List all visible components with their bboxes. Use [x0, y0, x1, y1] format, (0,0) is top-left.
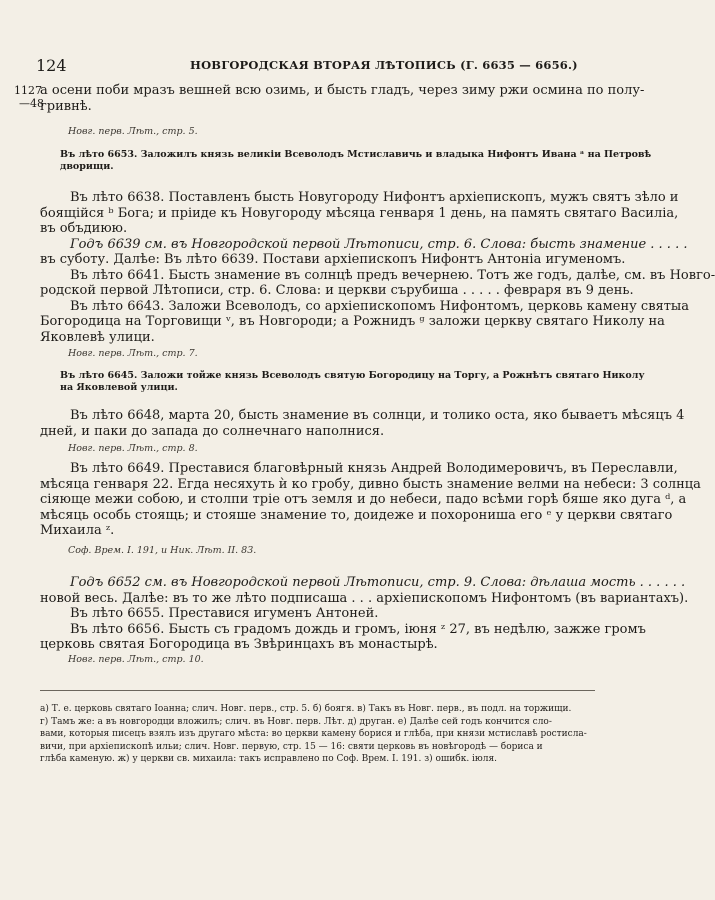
text-line: Годъ 6639 см. въ Новгородской первой Лѣтописи, стр. 6. Слова: бысть знамение . . . . .	[70, 236, 688, 252]
variant-note	[60, 370, 645, 394]
text-line: Въ лѣто 6649. Преставися благовѣрный князь Андрей Володимеровичъ, въ Переславли,	[70, 461, 678, 476]
note-line: Въ лѣто 6645. Заложи тойже князь Всеволодъ святую Богородицу на Торгу, а Рожнѣтъ святаго Николу	[60, 370, 645, 381]
text-line: дней, и паки до запада до солнечнаго наполнися.	[40, 423, 385, 439]
footnote-divider	[40, 690, 595, 691]
footnote-line: вичи, при архiепископѣ ильи; слич. Новг. первую, стр. 15 — 16: святи церковь въ новѣгородѣ — бориса и	[40, 741, 543, 752]
text-line: Годъ 6652 см. въ Новгородской первой Лѣтописи, стр. 9. Слова: дѣлаша мость . . . . . .	[70, 575, 686, 590]
text-paragraph	[40, 408, 685, 439]
footnote-line: а) Т. е. церковь святаго Iоанна; слич. Новг. перв., стр. 5. б) боягя. в) Такъ въ Новг. перв., въ подл. на торжищи.	[40, 704, 572, 714]
footnote-line: глѣба каменую. ж) у церкви св. михаила: такъ исправлено по Соф. Врем. I. 191. з) ошибк. iюля.	[40, 754, 498, 764]
text-line: Михаила ᶻ.	[40, 523, 115, 538]
margin-year-end: —48	[19, 97, 44, 110]
source-reference: Новг. перв. Лѣт., стр. 5.	[68, 126, 198, 137]
variant-note	[60, 149, 651, 173]
text-line: а осени поби мразъ вешней всю озимь, и бысть гладъ, через зиму ржи осмина по полу-	[40, 83, 645, 98]
text-line: Въ лѣто 6641. Бысть знамение въ солнцѣ предъ вечернею. Тотъ же годъ, далѣе, см. въ Новго-	[70, 267, 715, 283]
text-line: въ суботу. Далѣе: Въ лѣто 6639. Постави архiепископъ Нифонтъ Антонiа игуменомъ.	[40, 252, 626, 267]
note-line: дворищи.	[60, 161, 114, 172]
page-number: 124	[36, 56, 67, 75]
note-line: Въ лѣто 6653. Заложилъ князь великiи Всеволодъ Мстиславичь и владыка Нифонтъ Ивана ᵃ на Петровѣ	[60, 149, 652, 160]
footnote-line: вами, которыя писецъ взялъ изъ другаго мѣста: во церкви камену борися и глѣба, при князи мстиславѣ ростисла-	[40, 729, 587, 739]
text-line: боящiйся ᵇ Бога; и прiиде къ Новугороду мѣсяца генваря 1 день, на память святаго Василiа,	[40, 205, 679, 221]
text-line: Яковлевѣ улици.	[40, 329, 155, 345]
source-reference: Новг. перв. Лѣт., стр. 7.	[68, 348, 198, 359]
text-line: Въ лѣто 6655. Преставися игуменъ Антоней.	[70, 606, 379, 621]
text-paragraph	[40, 190, 715, 345]
text-line: Въ лѣто 6638. Поставленъ бысть Новугороду Нифонтъ архiепископъ, мужъ святъ зѣло и	[70, 190, 679, 205]
margin-year-start: 1127	[14, 84, 42, 97]
text-line: новой весь. Далѣе: въ то же лѣто подписаша . . . архiепископомъ Нифонтомъ (въ вариантахъ).	[40, 590, 689, 606]
text-line: Богородица на Торговищи ᵛ, въ Новгороди; а Рожнидъ ᵍ заложи церкву святаго Николу на	[40, 314, 665, 329]
text-line: гривнѣ.	[40, 98, 92, 114]
text-paragraph	[40, 575, 689, 653]
text-line: въ объдиюю.	[40, 221, 128, 236]
text-line: Въ лѣто 6648, марта 20, бысть знамение въ солнци, и толико оста, яко бываетъ мѣсяцъ 4	[70, 408, 685, 423]
text-line: Въ лѣто 6656. Бысть съ градомъ дождь и громъ, iюня ᶻ 27, въ недѣлю, зажже громъ	[70, 621, 646, 637]
note-line: на Яковлевой улици.	[60, 382, 178, 393]
source-reference: Соф. Врем. I. 191, и Ник. Лѣт. II. 83.	[68, 545, 257, 556]
footnote-line: г) Тамъ же: а въ новгородци вложилъ; слич. въ Новг. перв. Лѣт. д) друган. е) Далѣе сей годъ кончится сло-	[40, 716, 552, 727]
text-line: церковь святая Богородица въ Звѣринцахъ въ монастырѣ.	[40, 637, 438, 652]
text-line: мѣсяца генваря 22. Егда несяхуть ѝ ко гробу, дивно бысть знамение велми на небеси: 3 солнца	[40, 476, 701, 492]
text-line: Въ лѣто 6643. Заложи Всеволодъ, со архiепископомъ Нифонтомъ, церковь камену святыа	[70, 298, 690, 314]
text-line: родской первой Лѣтописи, стр. 6. Слова: и церкви сърубиша . . . . . февраря въ 9 день.	[40, 283, 634, 298]
footnotes	[40, 703, 600, 766]
text-paragraph	[40, 461, 701, 539]
source-reference: Новг. перв. Лѣт., стр. 8.	[68, 443, 198, 454]
text-paragraph	[40, 83, 645, 114]
source-reference: Новг. перв. Лѣт., стр. 10.	[68, 654, 204, 665]
text-line: сiяюще межи собою, и столпи трiе отъ земля и до небеси, падо всѣми горѣ бяше яко дуга ᵈ, а	[40, 492, 687, 507]
text-line: мѣсяць особь стоящь; и стояше знамение то, доидеже и похорониша его ᵉ у церкви святаго	[40, 507, 673, 523]
running-header: НОВГОРОДСКАЯ ВТОРАЯ ЛѢТОПИСЬ (Г. 6635 — 6656.)	[190, 58, 578, 72]
